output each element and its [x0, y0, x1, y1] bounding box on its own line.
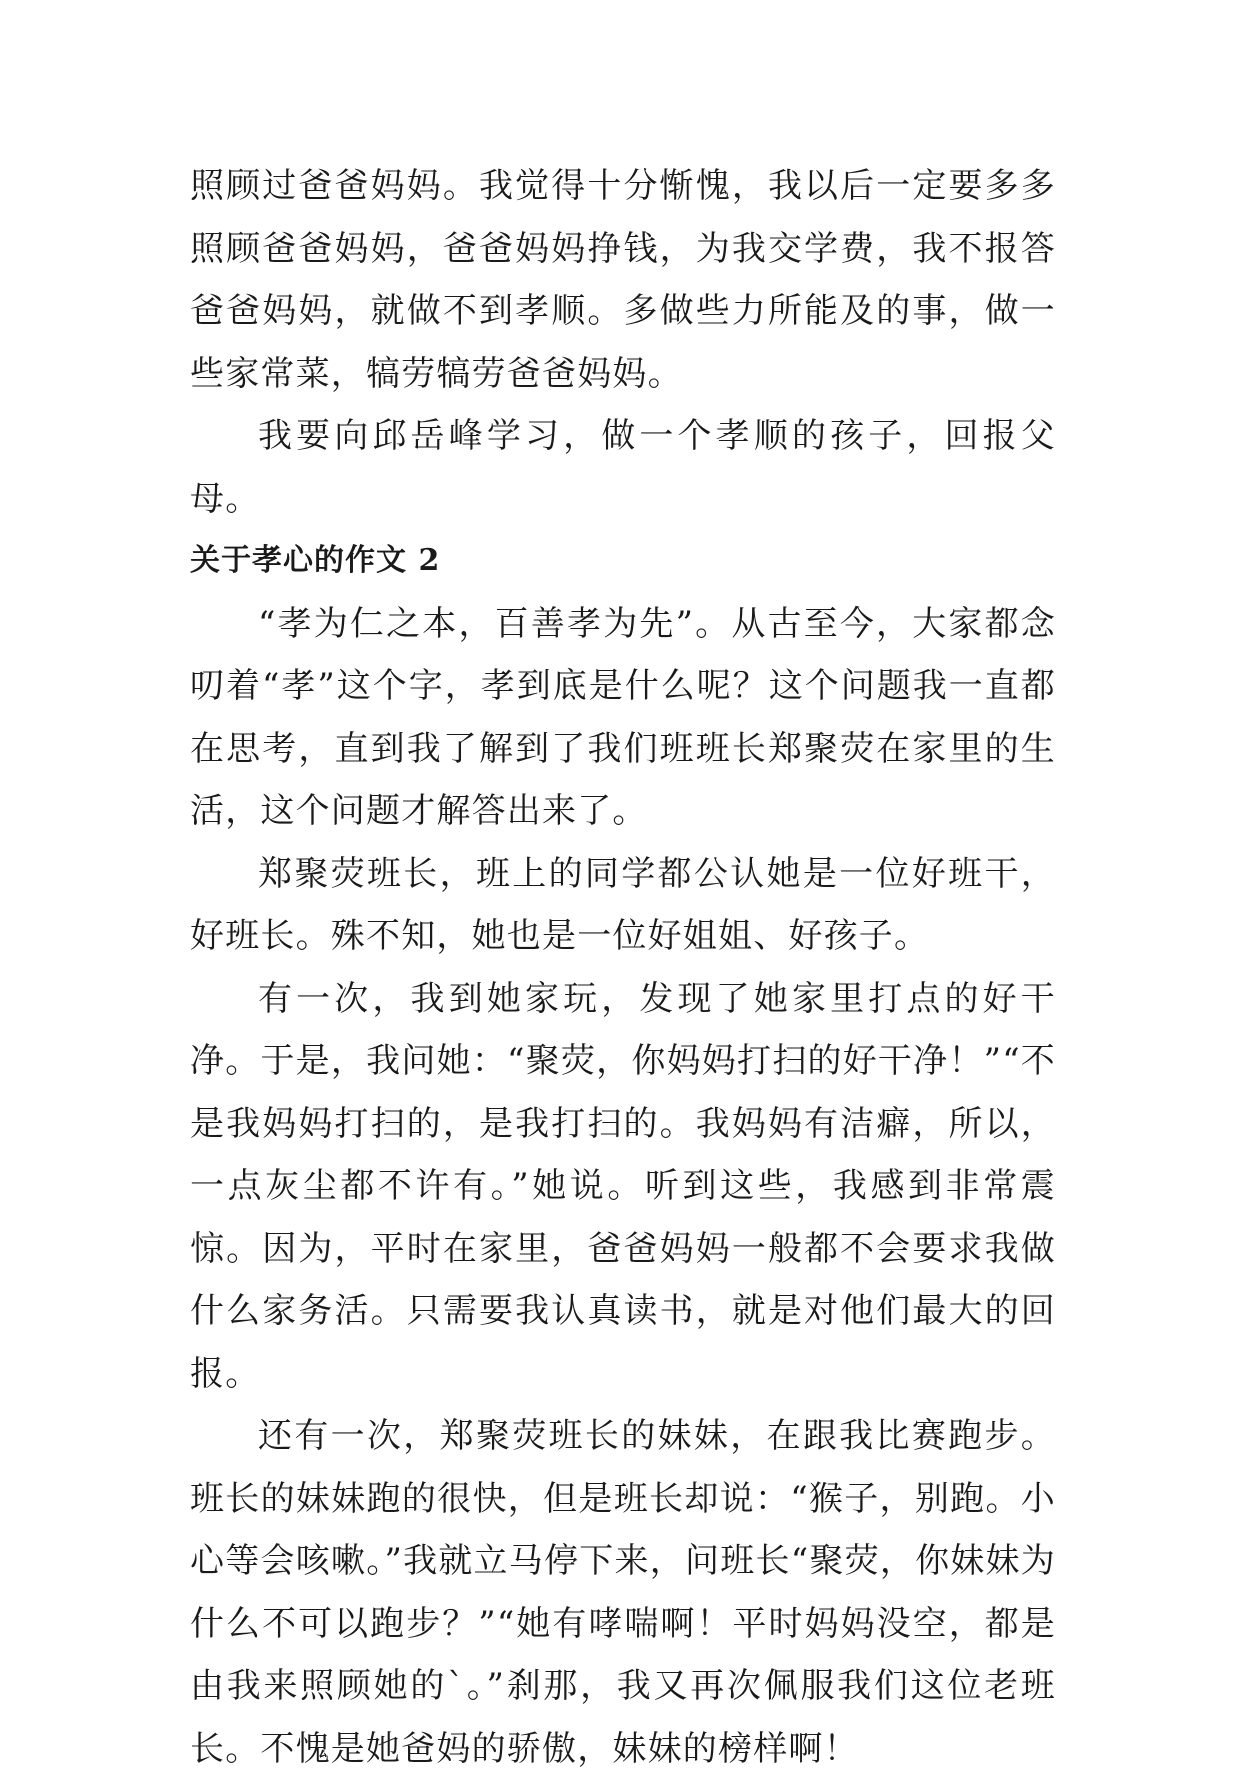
- paragraph-visit-home: 有一次，我到她家玩，发现了她家里打点的好干净。于是，我问她：“聚荧，你妈妈打扫的好干净！”“不是我妈妈打扫的，是我打扫的。我妈妈有洁癖，所以，一点灰尘都不许有。”她说。听到这些，我感到非常震惊。因为，平时在家里，爸爸妈妈一般都不会要求我做什么家务活。只需要我认真读书，就是对他们最大的回报。: [190, 978, 1056, 1394]
- paragraph-sister-running: 还有一次，郑聚荧班长的妹妹，在跟我比赛跑步。班长的妹妹跑的很快，但是班长却说：“猴子，别跑。小心等会咳嗽。”我就立马停下来，问班长“聚荧，你妹妹为什么不可以跑步？”“她有哮喘啊！平时妈妈没空，都是由我来照顾她的`。”刹那，我又再次佩服我们这位老班长。不愧是她爸妈的骄傲，妹妹的榜样啊！: [190, 1416, 1056, 1769]
- paragraph-filial-piety-intro: “孝为仁之本，百善孝为先”。从古至今，大家都念叨着“孝”这个字，孝到底是什么呢？这个问题我一直都在思考，直到我了解到了我们班班长郑聚荧在家里的生活，这个问题才解答出来了。: [190, 603, 1056, 831]
- document-page: [190, 155, 1056, 1780]
- paragraph-monitor-intro: 郑聚荧班长，班上的同学都公认她是一位好班干，好班长。殊不知，她也是一位好姐姐、好孩子。: [190, 853, 1056, 956]
- essay-heading: 关于孝心的作文 2: [190, 543, 441, 578]
- paragraph-learn-from-qiu: 我要向邱岳峰学习，做一个孝顺的孩子，回报父母。: [190, 416, 1056, 519]
- paragraph-continuation: 照顾过爸爸妈妈。我觉得十分惭愧，我以后一定要多多照顾爸爸妈妈，爸爸妈妈挣钱，为我交学费，我不报答爸爸妈妈，就做不到孝顺。多做些力所能及的事，做一些家常菜，犒劳犒劳爸爸妈妈。: [190, 166, 1056, 394]
